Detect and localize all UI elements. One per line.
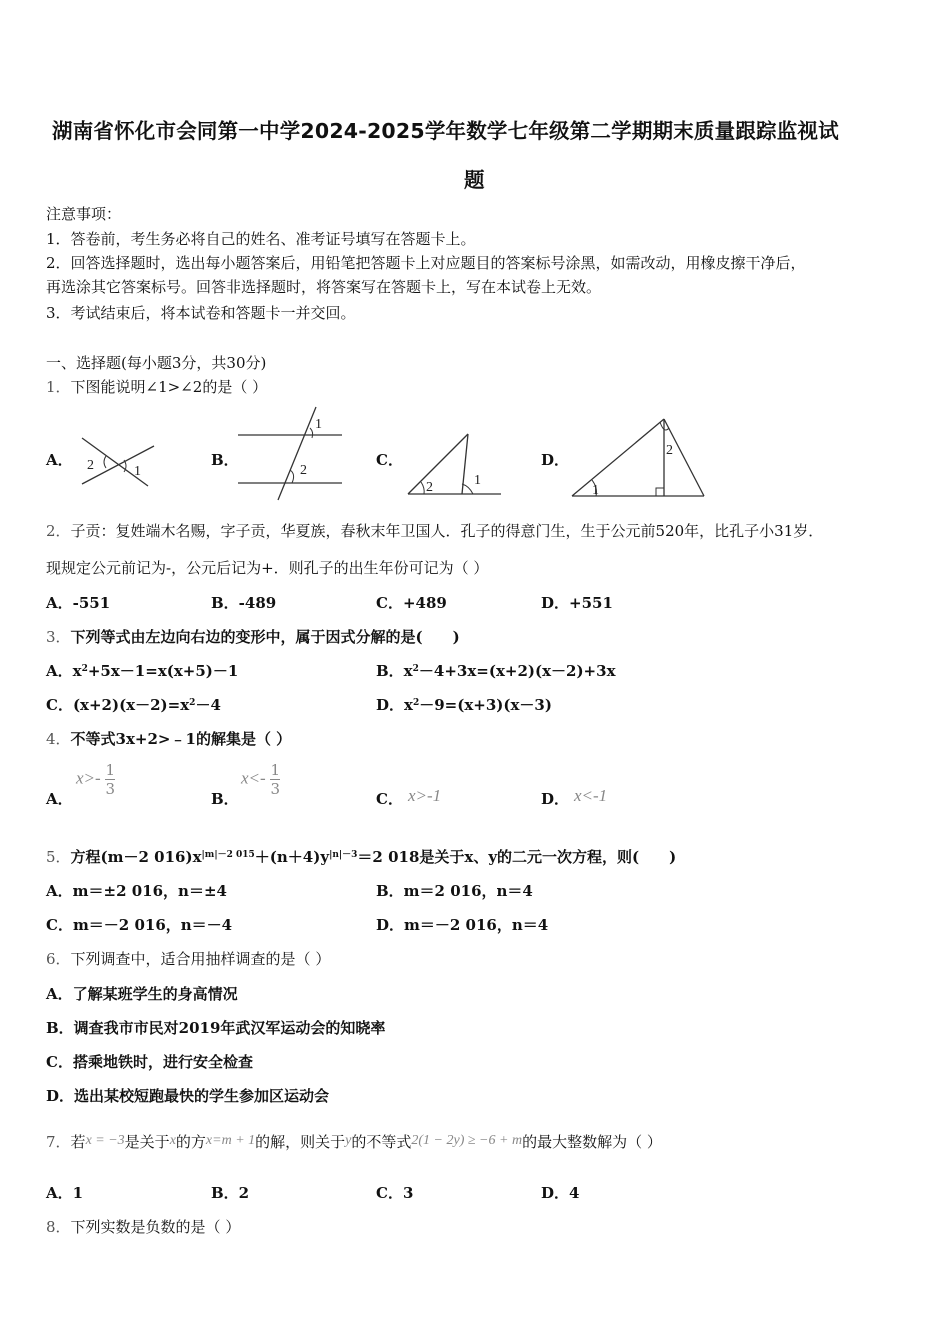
- q6-option-b: B．调查我市市民对2019年武汉军运动会的知晓率: [46, 1019, 386, 1037]
- line: [572, 419, 664, 496]
- page-title: 湖南省怀化市会同第一中学2024-2025学年数学七年级第二学期期末质量跟踪监视试: [52, 119, 839, 143]
- line: [408, 434, 468, 494]
- note-2a: 2．回答选择题时，选出每小题答案后，用铅笔把答题卡上对应题目的答案标号涂黑，如需改动，用橡皮擦干净后，: [46, 254, 806, 272]
- q5-option-c: C．m＝－2 016，n＝－4: [46, 916, 233, 934]
- angle-label-1: 1: [592, 483, 599, 498]
- q1-option-a-label: A．: [46, 451, 73, 469]
- note-3: 3．考试结束后，将本试卷和答题卡一并交回。: [46, 304, 356, 322]
- question-2: [46, 520, 823, 541]
- angle-label-2: 2: [666, 443, 673, 458]
- question-text: 下列实数是负数的是（ ）: [70, 1218, 241, 1236]
- question-number: 3．: [46, 628, 71, 646]
- q5-option-a: A．m＝±2 016，n＝±4: [46, 882, 227, 900]
- angle-arc: [462, 484, 473, 494]
- q1-option-d-label: D．: [541, 451, 570, 469]
- question-1: [46, 376, 267, 397]
- question-3: [46, 626, 460, 647]
- q7-option-d: D．4: [541, 1184, 580, 1202]
- question-text: 子贡：复姓端木名赐，字子贡，华夏族，春秋末年卫国人．孔子的得意门生，生于公元前520年，比孔子小31岁．: [70, 522, 824, 540]
- question-6: [46, 948, 330, 969]
- question-number: 5．: [46, 848, 71, 866]
- right-angle-mark: [656, 488, 664, 496]
- q1-figure-a: [76, 432, 160, 492]
- section-heading: 一、选择题(每小题3分，共30分): [46, 354, 267, 372]
- question-number: 8．: [46, 1218, 71, 1236]
- q1-figure-d: [568, 414, 710, 500]
- q5-option-d: D．m＝－2 016，n＝4: [376, 916, 549, 934]
- question-4: [46, 728, 291, 749]
- angle-arc: [310, 428, 313, 438]
- q4-option-b-math: x<- $\frac{1}{3}$: [241, 761, 281, 798]
- angle-label-1: 1: [134, 464, 141, 479]
- angle-arc: [290, 470, 294, 483]
- q1-figure-c: [405, 430, 507, 500]
- question-2-cont: 现规定公元前记为-，公元后记为+．则孔子的出生年份可记为（ ）: [46, 559, 489, 577]
- q2-option-c: C．+489: [376, 594, 447, 612]
- q5-option-b: B．m＝2 016，n＝4: [376, 882, 533, 900]
- q4-option-b-label: B．: [211, 790, 239, 808]
- question-number: 1．: [46, 378, 71, 396]
- angle-label-2: 2: [300, 463, 307, 478]
- q4-option-c-label: C．: [376, 790, 403, 808]
- angle-label-1: 1: [474, 473, 481, 488]
- q3-option-d: D．$x^2-9=(x+3)(x-3)$: [376, 696, 552, 714]
- q2-option-b: B．-489: [211, 594, 277, 612]
- q1-option-c-label: C．: [376, 451, 403, 469]
- q7-option-c: C．3: [376, 1184, 414, 1202]
- page-title-cont: 题: [464, 168, 485, 192]
- angle-label-2: 2: [426, 480, 433, 495]
- q4-option-d-math: x<-1: [574, 786, 608, 805]
- question-text: 下列调查中，适合用抽样调查的是（ ）: [70, 950, 331, 968]
- q2-option-a: A．-551: [46, 594, 111, 612]
- question-5: 5．方程(m－2 $016)x^{|m|-2 015}+(n+4)y^{|n|-3}=2$ 018是关于x、y的二元一次方程，则( ): [46, 848, 677, 866]
- q6-option-c: C．搭乘地铁时，进行安全检查: [46, 1053, 253, 1071]
- notes-heading: 注意事项：: [46, 205, 122, 223]
- q7-option-b: B．2: [211, 1184, 250, 1202]
- note-2b: 再选涂其它答案标号。回答非选择题时，将答案写在答题卡上，写在本试卷上无效。: [46, 278, 602, 296]
- question-7: 7．若x = −3是关于x的方x=m + 1的解，则关于y的不等式2(1 − 2y) ≥ −6 + m的最大整数解为（ ）: [46, 1133, 662, 1151]
- question-8: [46, 1216, 240, 1237]
- question-number: 2．: [46, 522, 71, 540]
- q1-figure-b: [236, 404, 346, 502]
- q4-option-a-label: A．: [46, 790, 73, 808]
- question-text: 下列等式由左边向右边的变形中，属于因式分解的是( ): [70, 628, 460, 646]
- question-number: 4．: [46, 730, 71, 748]
- q3-option-a: A．$x^2+5x-1=x(x+5)-1$: [46, 662, 239, 680]
- question-text: 不等式3x+2>﹣1的解集是（ ）: [70, 730, 292, 748]
- angle-arc: [421, 482, 424, 494]
- q3-option-c: C．$(x+2)(x-2)=x^2-4$: [46, 696, 221, 714]
- angle-label-1: 1: [315, 417, 322, 432]
- q1-option-b-label: B．: [211, 451, 239, 469]
- q4-option-c-math: x>-1: [408, 786, 442, 805]
- q6-option-d: D．选出某校短跑最快的学生参加区运动会: [46, 1087, 330, 1105]
- angle-label-2: 2: [87, 458, 94, 473]
- q4-option-a-math: x>- $\frac{1}{3}$: [76, 761, 116, 798]
- q7-option-a: A．1: [46, 1184, 84, 1202]
- angle-arc: [104, 456, 106, 468]
- q3-option-b: B．$x^2-4+3x=(x+2)(x-2)+3x$: [376, 662, 616, 680]
- q6-option-a: A．了解某班学生的身高情况: [46, 985, 238, 1003]
- question-number: 6．: [46, 950, 71, 968]
- note-1: 1．答卷前，考生务必将自己的姓名、准考证号填写在答题卡上。: [46, 230, 476, 248]
- line: [278, 407, 316, 500]
- q4-option-d-label: D．: [541, 790, 570, 808]
- q2-option-d: D．+551: [541, 594, 613, 612]
- question-text: 下图能说明∠1>∠2的是（ ）: [70, 378, 268, 396]
